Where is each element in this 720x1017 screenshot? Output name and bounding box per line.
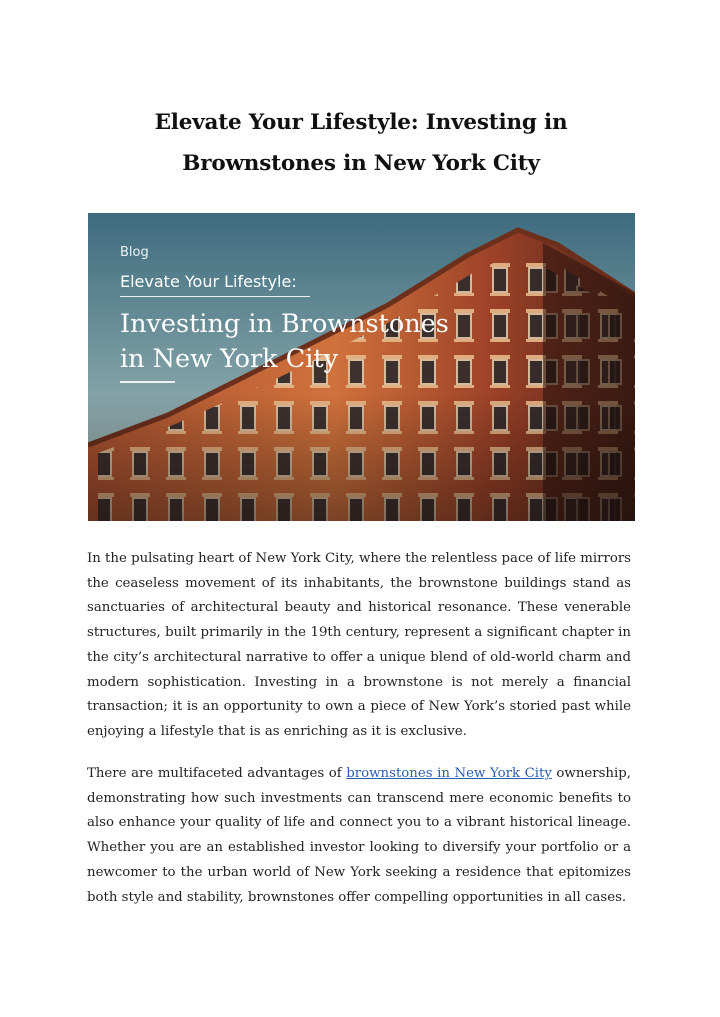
hero-tag: Blog [120,245,149,260]
hero-image [88,213,635,521]
page-title: Elevate Your Lifestyle: Investing in Brownstones in New York City [154,110,568,176]
brownstones-link[interactable]: brownstones in New York City [346,766,552,781]
paragraph-intro: In the pulsating heart of New York City, where the relentless pace of life mirrors the ceaseless movement of its inhabitants, the brownstone buildings stand as sanctuaries of architectural beauty and historical resonance. These venerable structures, built primarily in the 19th century, represent a significant chapter in the city’s architectural narrative to offer a unique blend of old-world charm and modern sophistication. Investing in a brownstone is not merely a financial transaction; it is an opportunity to own a piece of New York’s storied past while enjoying a lifestyle that is as enriching as it is exclusive. [87,551,631,739]
hero-divider [120,381,175,383]
paragraph-advantages-rest: ownership, demonstrating how such investments can transcend mere economic benefits to also enhance your quality of life and connect you to a vibrant historical lineage. Whether you are an established investor looking to diversify your portfolio or a newcomer to the urban world of New York seeking a residence that epitomizes both style and stability, brownstones offer compelling opportunities in all cases. [87,766,631,905]
hero-subtitle: Elevate Your Lifestyle: [120,272,310,297]
paragraph-advantages-start: There are multifaceted advantages of [87,766,347,781]
hero-overlay-text [120,245,480,383]
hero-heading: Investing in Brownstones in New York City [120,309,449,374]
paragraph-advantages [87,762,631,910]
